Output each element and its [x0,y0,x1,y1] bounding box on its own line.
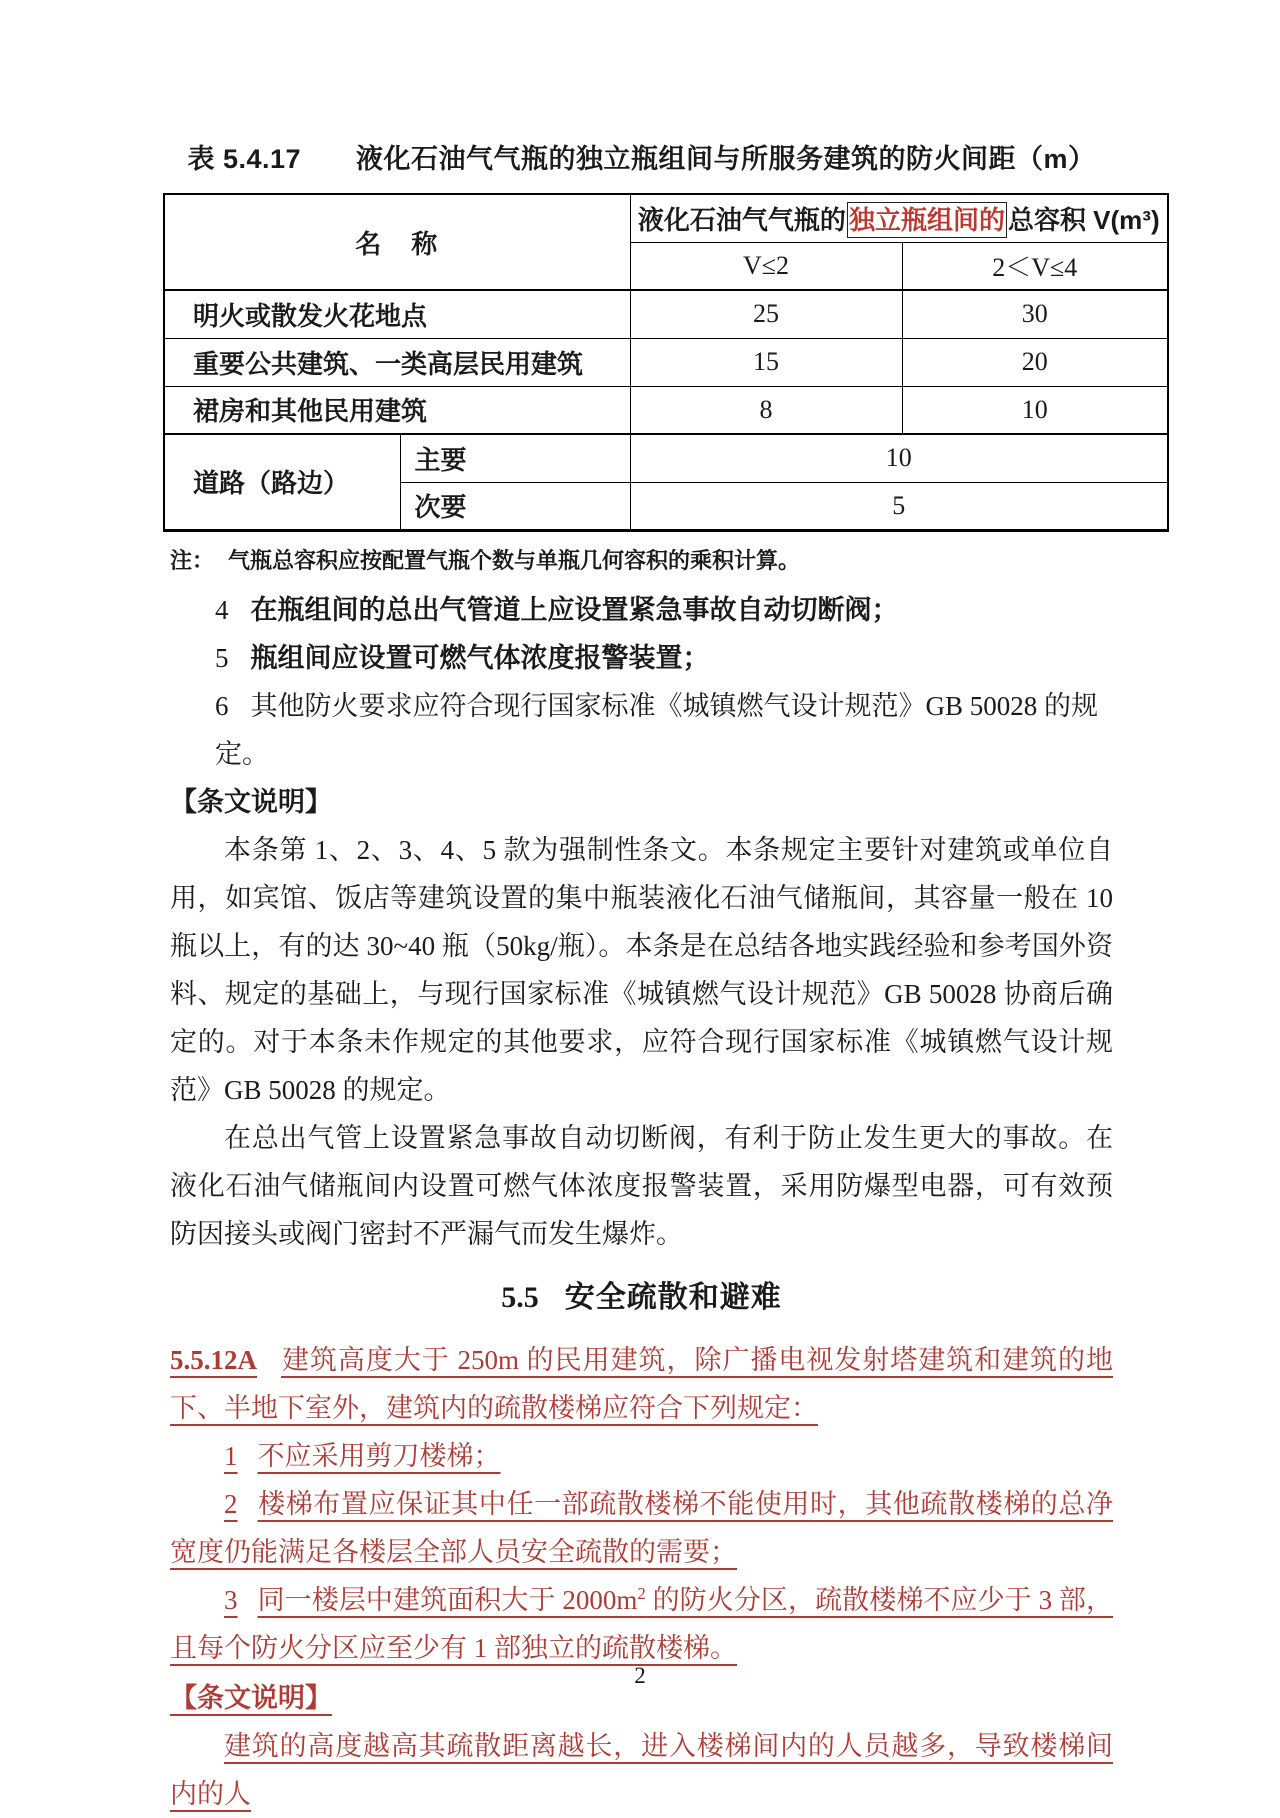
volume-range-2-header: 2＜V≤4 [902,242,1168,290]
row-value-1: 15 [630,338,902,386]
clause-number: 4 [215,594,229,625]
volume-range-1-header: V≤2 [630,242,902,290]
table-row [164,386,1168,434]
red-item-superscript: 2 [637,1583,646,1603]
clause-5 [170,634,1113,682]
explanation-paragraph-2: 在总出气管上设置紧急事故自动切断阀，有利于防止发生更大的事故。在液化石油气储瓶间内设置可燃气体浓度报警装置，采用防爆型电器，可有效预防因接头或阀门密封不严漏气而发生爆炸。 [170,1122,1113,1249]
capacity-header-suffix: 总容积 V(m³) [1007,204,1160,235]
red-item-number: 1 [224,1440,238,1471]
capacity-header-prefix: 液化石油气气瓶的 [637,204,846,235]
explanation-label: 【条文说明】 [170,786,332,817]
clause-4 [170,586,1113,634]
clause-number: 6 [215,690,229,721]
name-column-header: 名 称 [164,194,630,290]
table-row [164,338,1168,386]
red-clause-text: 建筑高度大于 250m 的民用建筑，除广播电视发射塔建筑和建筑的地下、半地下室外，建筑内的疏散楼梯应符合下列规定： [170,1344,1113,1423]
row-value-2: 30 [902,290,1168,338]
section-number: 5.5 [501,1280,539,1314]
red-item-number: 2 [224,1488,238,1519]
row-name: 明火或散发火花地点 [164,290,630,338]
road-sub-value: 10 [630,434,1168,482]
road-sub-label: 次要 [400,482,630,530]
section-heading [170,1272,1113,1324]
section-title: 安全疏散和避难 [564,1280,782,1314]
road-sub-value: 5 [630,482,1168,530]
row-name: 裙房和其他民用建筑 [164,386,630,434]
clause-text: 在瓶组间的总出气管道上应设置紧急事故自动切断阀； [250,594,899,625]
red-explanation-label: 【条文说明】 [170,1682,332,1713]
table-row-road-main [164,434,1168,482]
row-value-2: 10 [902,386,1168,434]
red-item-2 [170,1480,1113,1576]
explanation-paragraph-1: 本条第 1、2、3、4、5 款为强制性条文。本条规定主要针对建筑或单位自用，如宾馆、饭店等建筑设置的集中瓶装液化石油气储瓶间，其容量一般在 10 瓶以上，有的达 30~40 瓶（50kg/瓶）。本条是在总结各地实践经验和参考国外资料、规定的基础上，与现行国家标准《城镇燃气设计规范》GB 50028 协商后确定的。对于本条未作规定的其他要求，应符合现行国家标准《城镇燃气设计规范》GB 50028 的规定。 [170,834,1113,1105]
clause-text: 其他防火要求应符合现行国家标准《城镇燃气设计规范》GB 50028 的规定。 [215,690,1099,769]
row-value-1: 8 [630,386,902,434]
red-clause-5-5-12A [170,1336,1113,1432]
clause-number: 5 [215,642,229,673]
table-note-text: 气瓶总容积应按配置气瓶个数与单瓶几何容积的乘积计算。 [228,547,801,573]
red-item-3 [170,1576,1113,1672]
row-value-1: 25 [630,290,902,338]
red-item-text: 不应采用剪刀楼梯； [257,1440,501,1471]
road-sub-label: 主要 [400,434,630,482]
red-item-text-post: 的防火分区，疏散楼梯不应少于 3 部，且每个防火分区应至少有 1 部独立的疏散楼梯。 [170,1584,1113,1663]
red-clause-number: 5.5.12A [170,1344,257,1375]
capacity-column-header [630,194,1168,242]
row-name: 重要公共建筑、一类高层民用建筑 [164,338,630,386]
table-row [164,290,1168,338]
clause-list [170,586,1113,778]
table-caption: 表 5.4.17 液化石油气气瓶的独立瓶组间与所服务建筑的防火间距（m） [187,144,1096,174]
capacity-header-inserted-text: 独立瓶组间的 [847,202,1007,238]
red-item-1 [170,1432,1113,1480]
red-item-number: 3 [224,1584,238,1615]
page-number: 2 [634,1663,646,1688]
table-note-label: 注： [170,547,215,573]
table-header-row [164,194,1168,242]
red-explanation-paragraph: 建筑的高度越高其疏散距离越长，进入楼梯间内的人员越多，导致楼梯间内的人 [170,1730,1113,1809]
table-note [170,546,1113,576]
row-value-2: 20 [902,338,1168,386]
road-row-name: 道路（路边） [164,434,400,530]
fire-separation-table [163,193,1169,532]
clause-6 [170,682,1113,778]
clause-text: 瓶组间应设置可燃气体浓度报警装置； [250,642,710,673]
red-item-text-pre: 同一楼层中建筑面积大于 2000m [257,1584,638,1615]
red-item-text: 楼梯布置应保证其中任一部疏散楼梯不能使用时，其他疏散楼梯的总净宽度仍能满足各楼层全部人员安全疏散的需要； [170,1488,1113,1567]
